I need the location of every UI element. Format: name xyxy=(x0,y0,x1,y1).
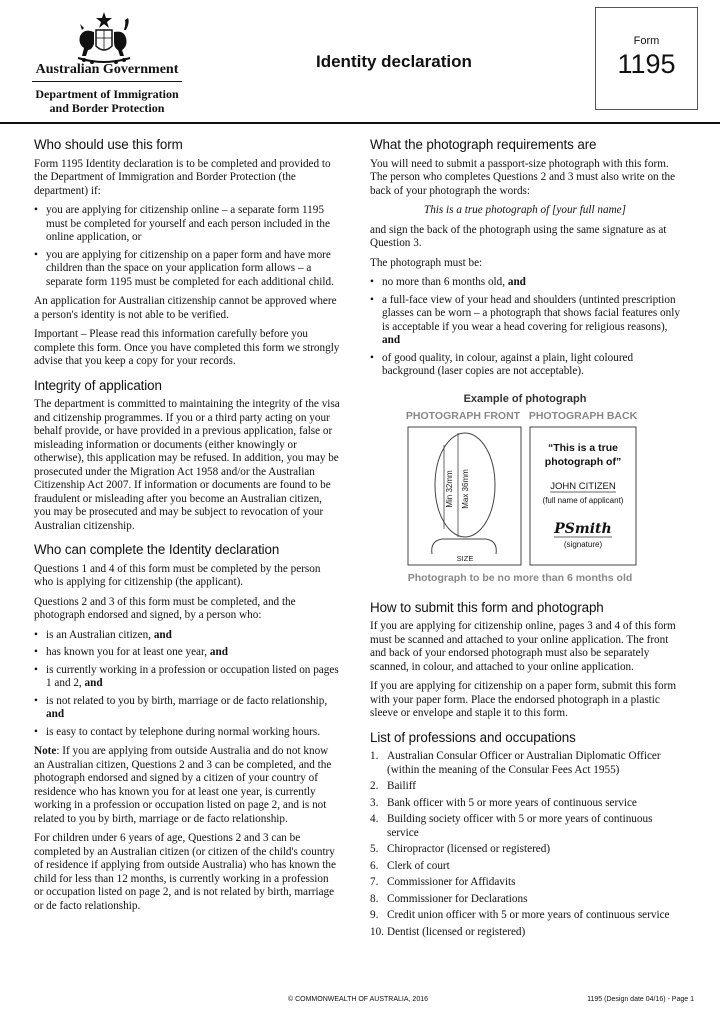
who-can-complete-section xyxy=(34,543,340,913)
paragraph: and sign the back of the photograph using the same signature as at Question 3. xyxy=(370,223,667,249)
bullet-list xyxy=(370,276,680,379)
front-label: PHOTOGRAPH FRONT xyxy=(405,409,521,422)
note-paragraph xyxy=(34,745,340,826)
coat-of-arms-logo xyxy=(70,10,138,66)
paragraph: Form 1195 Identity declaration is to be completed and provided to the Department of Immigration and Border Protection (the department) if: xyxy=(34,157,331,197)
bullet-text: is easy to contact by telephone during normal working hours. xyxy=(46,725,321,738)
form-label: Form xyxy=(633,35,660,47)
bullet-item xyxy=(370,352,680,379)
bullet-item xyxy=(370,276,680,290)
bullet-item xyxy=(34,646,340,660)
how-to-submit-section xyxy=(370,601,680,721)
quote-line xyxy=(370,204,680,218)
list-item xyxy=(370,797,680,811)
section-heading: Who should use this form xyxy=(34,137,183,152)
list-item xyxy=(370,926,680,940)
page-header xyxy=(0,0,720,124)
item-text: Commissioner for Affidavits xyxy=(387,876,516,888)
item-text: Bailiff xyxy=(387,780,417,792)
paragraph: For children under 6 years of age, Questions 2 and 3 can be completed by an Australian citizen (or citizen of the child's country of residence if applying from outside Australia) who has known the child for less than 12 months, is currently working in a profession or occupation listed on page 2, and is not related by birth, marriage or de facto relationship. xyxy=(34,832,336,912)
form-number-box xyxy=(595,7,698,110)
left-column xyxy=(34,138,340,923)
bullet-item xyxy=(34,695,340,722)
back-quote-line1: “This is a true xyxy=(547,441,619,454)
item-number: 6. xyxy=(370,859,379,872)
paragraph: If you are applying for citizenship online, pages 3 and 4 of this form must be scanned and attached to your online application. The front and back of your endorsed photograph must also be separately scanned, in colour, and attached to your online application. xyxy=(370,620,676,673)
back-signature-caption: (signature) xyxy=(563,539,603,549)
paragraph: You will need to submit a passport-size photograph with this form. The person who completes Questions 2 and 3 must also write on the back of your photograph the words: xyxy=(370,157,676,197)
bullet-item xyxy=(34,664,340,691)
bullet-item xyxy=(34,726,340,740)
list-item xyxy=(370,813,680,840)
max-size-label: Max 36mm xyxy=(461,468,470,509)
item-text: Credit union officer with 5 or more years of continuous service xyxy=(387,909,670,921)
agency-block xyxy=(32,62,182,115)
paragraph: Questions 2 and 3 of this form must be completed, and the photograph endorsed and signed, by a person who: xyxy=(34,595,296,621)
and-word: and xyxy=(46,708,65,720)
back-name: JOHN CITIZEN xyxy=(550,480,616,492)
bullet-text: is currently working in a profession or occupation listed on pages 1 and 2, xyxy=(46,663,339,689)
bullet-item: • you are applying for citizenship on a paper form and have more children than the space on your application form allows – a separate form 1195 must be completed for each additional child. xyxy=(34,249,340,290)
paragraph: The department is committed to maintaining the integrity of the visa and citizenship programmes. If you or a third party acting on your behalf provide, or have provided in a previous application, false or misleading information or documents (either knowingly or otherwise), this application may be refused. In addition, you may be prosecuted under the Migration Act 1958 and/or the Australian Citizenship Act 2007. If information or documents are found to be fraudulent or misleading after you become an Australian citizen, you may be prosecuted and may be subject to revocation of your Australian citizenship. xyxy=(34,398,340,532)
paragraph: An application for Australian citizenship cannot be approved where a person's identity is not able to be verified. xyxy=(34,295,337,321)
header-divider xyxy=(0,122,720,124)
item-number: 5. xyxy=(370,843,379,855)
photo-requirements-section xyxy=(370,138,680,379)
bullet-text: is not related to you by birth, marriage or de facto relationship, xyxy=(46,694,328,707)
back-label: PHOTOGRAPH BACK xyxy=(528,409,638,422)
item-text: Building society officer with 5 or more years of continuous service xyxy=(387,813,653,839)
item-number: 1. xyxy=(370,750,379,762)
bullet-text: has known you for at least one year, xyxy=(46,646,208,658)
and-word: and xyxy=(209,646,228,658)
form-number: 1195 xyxy=(617,49,676,79)
photo-example-figure xyxy=(370,389,680,589)
item-text: Commissioner for Declarations xyxy=(387,892,528,905)
integrity-section xyxy=(34,379,340,534)
section-heading: What the photograph requirements are xyxy=(370,137,597,152)
right-column xyxy=(370,138,680,949)
item-number: 3. xyxy=(370,796,379,809)
bullet-list xyxy=(34,629,340,740)
section-heading: Integrity of application xyxy=(34,377,162,393)
professions-list xyxy=(370,750,680,939)
footer-page-info: 1195 (Design date 04/16) - Page 1 xyxy=(587,996,694,1003)
item-number: 10. xyxy=(370,925,384,938)
item-text: Clerk of court xyxy=(387,859,450,872)
department-name: Department of Immigration and Border Protection xyxy=(35,87,179,115)
quote-text: This is a true photograph of [your full name] xyxy=(423,204,626,216)
bullet-text: no more than 6 months old, xyxy=(382,276,506,288)
and-word: and xyxy=(382,334,401,346)
who-should-use-section xyxy=(34,138,340,369)
back-name-caption: (full name of applicant) xyxy=(542,495,624,505)
item-text: Chiropractor (licensed or registered) xyxy=(387,843,551,855)
back-quote-line2: photograph of” xyxy=(544,455,622,468)
and-word: and xyxy=(84,677,103,689)
section-heading: Who can complete the Identity declaration xyxy=(34,542,280,557)
footer-copyright: © COMMONWEALTH OF AUSTRALIA, 2016 xyxy=(288,996,428,1003)
list-item xyxy=(370,750,680,777)
note-text: : If you are applying from outside Australia and do not know an Australian citizen, Questions 2 and 3 can be completed, and the photograph endorsed and signed by a citizen of your country of residence who has known you for at least one year, is currently working in a profession or occupation listed on page 2, and is not related to you by birth, marriage or de facto relationship. xyxy=(34,745,332,825)
note-label: Note xyxy=(34,745,57,757)
item-number: 9. xyxy=(370,909,379,921)
bullet-text: a full-face view of your head and shoulders (untinted prescription glasses can be worn – a photograph that shows facial features only is acceptable if you wear a head covering for religious reasons), xyxy=(382,293,680,333)
min-size-label: Min 32mm xyxy=(445,469,454,508)
paragraph: If you are applying for citizenship on a paper form, submit this form with your paper form. Place the endorsed photograph in a plastic sleeve or envelope and staple it to this form. xyxy=(370,680,677,719)
item-number: 4. xyxy=(370,813,379,825)
paragraph: The photograph must be: xyxy=(370,256,483,269)
item-text: Australian Consular Officer or Australian Diplomatic Officer (within the meaning of the Consular Fees Act 1955) xyxy=(387,750,661,776)
bullet-item: • you are applying for citizenship online – a separate form 1195 must be completed for yourself and each person included in the online application, or xyxy=(34,204,340,245)
bullet-item xyxy=(34,629,340,643)
bullet-text: of good quality, in colour, against a plain, light coloured background (laser copies are not acceptable). xyxy=(382,351,634,377)
item-number: 8. xyxy=(370,892,379,905)
list-item xyxy=(370,909,680,923)
item-number: 7. xyxy=(370,876,379,888)
paragraph: Questions 1 and 4 of this form must be completed by the person who is applying for citizenship (the applicant). xyxy=(34,562,321,588)
bullet-item xyxy=(370,294,680,348)
and-word: and xyxy=(507,276,526,288)
bullet-text: is an Australian citizen, xyxy=(46,628,152,641)
list-item xyxy=(370,780,680,794)
item-text: Bank officer with 5 or more years of continuous service xyxy=(387,796,637,809)
page-title: Identity declaration xyxy=(316,52,472,71)
section-heading: List of professions and occupations xyxy=(370,729,576,745)
professions-section xyxy=(370,731,680,940)
figure-title: Example of photograph xyxy=(463,392,587,405)
size-label: SIZE xyxy=(456,553,474,563)
bullet-list xyxy=(34,204,340,289)
list-item xyxy=(370,876,680,890)
and-word: and xyxy=(153,628,172,641)
figure-caption: Photograph to be no more than 6 months old xyxy=(407,571,633,584)
list-item xyxy=(370,843,680,857)
list-item xyxy=(370,893,680,907)
list-item xyxy=(370,860,680,874)
back-signature: PSmith xyxy=(554,520,612,537)
paragraph: Important – Please read this information carefully before you complete this form. Once you have completed this form we strongly advise that you keep a copy for your records. xyxy=(34,328,340,367)
item-text: Dentist (licensed or registered) xyxy=(387,925,526,938)
section-heading: How to submit this form and photograph xyxy=(370,599,604,615)
item-number: 2. xyxy=(370,780,379,792)
government-name: Australian Government xyxy=(32,62,182,82)
